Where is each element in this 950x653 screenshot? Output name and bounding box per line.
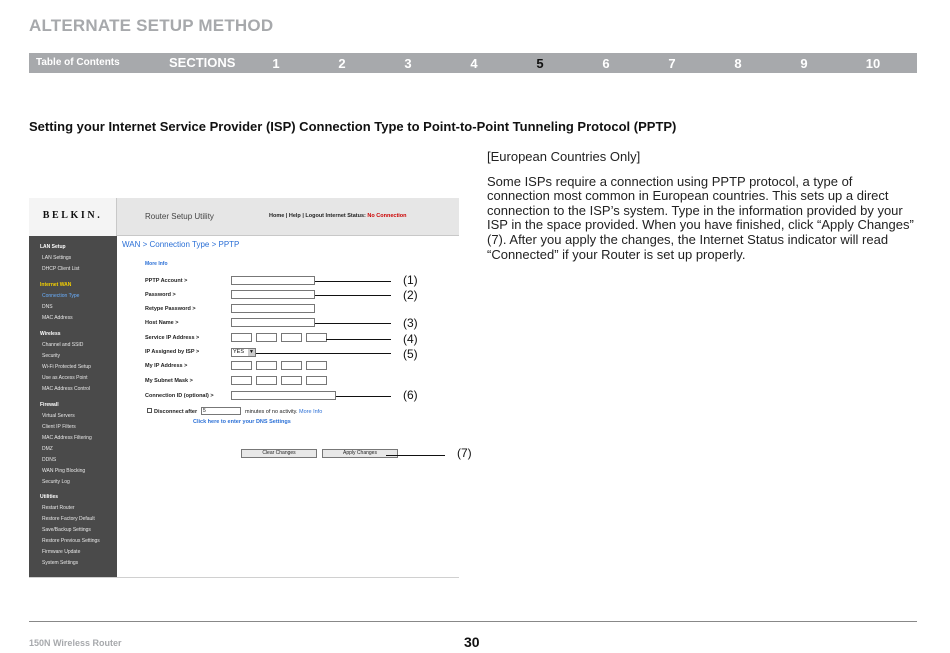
minutes-text <box>245 409 322 415</box>
sidebar-item-client-ip-filters[interactable]: Client IP Filters <box>42 424 76 430</box>
sidebar-item-restore-previous[interactable]: Restore Previous Settings <box>42 538 100 544</box>
callout-1: (1) <box>403 273 418 287</box>
connection-id-label: Connection ID (optional) > <box>145 393 214 399</box>
body-paragraph-region: [European Countries Only] <box>487 149 641 164</box>
page-number: 30 <box>464 634 480 650</box>
dns-settings-link[interactable]: Click here to enter your DNS Settings <box>193 419 291 425</box>
clear-changes-button[interactable]: Clear Changes <box>241 449 317 458</box>
subnet-mask-octet-2[interactable] <box>256 376 277 385</box>
callout-line-6 <box>336 396 391 397</box>
password-input[interactable] <box>231 290 315 299</box>
section-link-5-active[interactable]: 5 <box>536 56 544 71</box>
callout-line-3 <box>315 323 391 324</box>
password-label: Password > <box>145 292 176 298</box>
sidebar-item-mac-address[interactable]: MAC Address <box>42 315 73 321</box>
service-ip-label: Service IP Address > <box>145 335 200 341</box>
router-title: Router Setup Utility <box>145 212 214 221</box>
sidebar-item-virtual-servers[interactable]: Virtual Servers <box>42 413 75 419</box>
router-breadcrumb: WAN > Connection Type > PPTP <box>122 240 240 249</box>
body-text <box>487 150 917 272</box>
disconnect-checkbox[interactable] <box>147 408 152 413</box>
callout-line-5 <box>256 353 391 354</box>
ip-assigned-value: YES <box>233 349 245 355</box>
sidebar-head-firewall: Firewall <box>40 402 59 408</box>
chevron-down-icon[interactable]: ▼ <box>249 349 254 355</box>
sidebar-item-system-settings[interactable]: System Settings <box>42 560 79 566</box>
pptp-account-label: PPTP Account > <box>145 278 188 284</box>
connection-id-input[interactable] <box>231 391 336 400</box>
body-paragraph-description: Some ISPs require a connection using PPTP protocol, a type of connection most common in European countries. This sets up a direct connection to the ISP’s system. Type in the information provided by your ISP in the space provided. When you have finished, click “Apply Changes” (7). After you apply the changes, the Internet Status indicator will read “Connected” if your Router is set up properly. <box>487 173 914 262</box>
sidebar-head-internet-wan: Internet WAN <box>40 282 72 288</box>
pptp-account-input[interactable] <box>231 276 315 285</box>
section-link-9[interactable]: 9 <box>800 56 808 71</box>
router-header-bar <box>29 198 459 236</box>
callout-line-4 <box>326 339 391 340</box>
ip-assigned-select[interactable] <box>231 348 256 357</box>
subnet-mask-label: My Subnet Mask > <box>145 378 193 384</box>
retype-password-label: Retype Password > <box>145 306 196 312</box>
callout-7: (7) <box>457 446 472 460</box>
belkin-logo: BELKIN. <box>29 198 117 236</box>
sidebar-item-firmware-update[interactable]: Firmware Update <box>42 549 81 555</box>
host-name-label: Host Name > <box>145 320 179 326</box>
callout-3: (3) <box>403 316 418 330</box>
callout-6: (6) <box>403 388 418 402</box>
section-link-10[interactable]: 10 <box>865 56 881 71</box>
section-link-2[interactable]: 2 <box>338 56 346 71</box>
section-link-3[interactable]: 3 <box>404 56 412 71</box>
section-nav-bar <box>29 53 917 73</box>
apply-changes-button[interactable]: Apply Changes <box>322 449 398 458</box>
sidebar-head-wireless: Wireless <box>40 331 61 337</box>
table-of-contents-link[interactable]: Table of Contents <box>36 57 120 68</box>
callout-line-7 <box>386 455 445 456</box>
my-ip-octet-4[interactable] <box>306 361 327 370</box>
sidebar-item-restore-factory[interactable]: Restore Factory Default <box>42 516 95 522</box>
sidebar-item-security-log[interactable]: Security Log <box>42 479 70 485</box>
sidebar-item-security[interactable]: Security <box>42 353 61 359</box>
footer-product-name: 150N Wireless Router <box>29 638 122 648</box>
sidebar-item-access-point[interactable]: Use as Access Point <box>42 375 88 381</box>
sidebar-item-wan-ping[interactable]: WAN Ping Blocking <box>42 468 86 474</box>
subnet-mask-octet-3[interactable] <box>281 376 302 385</box>
sidebar-item-lan-settings[interactable]: LAN Settings <box>42 255 72 261</box>
sidebar-item-dhcp-client-list[interactable]: DHCP Client List <box>42 266 80 272</box>
sidebar-item-save-backup[interactable]: Save/Backup Settings <box>42 527 91 533</box>
section-link-1[interactable]: 1 <box>272 56 280 71</box>
disconnect-minutes-input[interactable]: 5 <box>201 407 241 415</box>
internet-status: No Connection <box>367 213 407 219</box>
subnet-mask-octet-1[interactable] <box>231 376 252 385</box>
service-ip-octet-4[interactable] <box>306 333 327 342</box>
router-ui-screenshot <box>29 198 459 578</box>
my-ip-octet-2[interactable] <box>256 361 277 370</box>
footer-divider <box>29 621 917 622</box>
retype-password-input[interactable] <box>231 304 315 313</box>
subnet-mask-octet-4[interactable] <box>306 376 327 385</box>
my-ip-octet-3[interactable] <box>281 361 302 370</box>
sidebar-item-channel-ssid[interactable]: Channel and SSID <box>42 342 84 348</box>
router-sidebar <box>29 236 117 577</box>
sidebar-item-mac-control[interactable]: MAC Address Control <box>42 386 91 392</box>
host-name-input[interactable] <box>231 318 315 327</box>
callout-5: (5) <box>403 347 418 361</box>
router-links-text[interactable]: Home | Help | Logout Internet Status: <box>269 213 368 219</box>
minutes-more-info-link[interactable]: More Info <box>299 409 323 415</box>
callout-2: (2) <box>403 288 418 302</box>
sidebar-item-ddns[interactable]: DDNS <box>42 457 57 463</box>
sections-label: SECTIONS <box>169 55 236 70</box>
service-ip-octet-3[interactable] <box>281 333 302 342</box>
sidebar-item-connection-type[interactable]: Connection Type <box>42 293 80 299</box>
minutes-label: minutes of no activity. <box>245 409 300 415</box>
more-info-link[interactable]: More Info <box>145 261 168 267</box>
section-link-7[interactable]: 7 <box>668 56 676 71</box>
sidebar-item-wps[interactable]: Wi-Fi Protected Setup <box>42 364 91 370</box>
sidebar-item-restart-router[interactable]: Restart Router <box>42 505 75 511</box>
my-ip-octet-1[interactable] <box>231 361 252 370</box>
sidebar-item-mac-filtering[interactable]: MAC Address Filtering <box>42 435 92 441</box>
disconnect-checkbox-row[interactable] <box>147 408 197 415</box>
callout-line-1 <box>315 281 391 282</box>
callout-4: (4) <box>403 332 418 346</box>
section-subheading: Setting your Internet Service Provider (ISP) Connection Type to Point-to-Point Tunneling Protocol (PPTP) <box>29 119 677 134</box>
router-top-links <box>269 213 407 219</box>
section-link-6[interactable]: 6 <box>602 56 610 71</box>
section-link-8[interactable]: 8 <box>734 56 742 71</box>
page-title: ALTERNATE SETUP METHOD <box>29 16 274 35</box>
sidebar-head-utilities: Utilities <box>40 494 59 500</box>
section-link-4[interactable]: 4 <box>470 56 478 71</box>
callout-line-2 <box>315 295 391 296</box>
sidebar-head-lan-setup: LAN Setup <box>40 244 66 250</box>
sidebar-item-dns[interactable]: DNS <box>42 304 53 310</box>
my-ip-label: My IP Address > <box>145 363 188 369</box>
service-ip-octet-1[interactable] <box>231 333 252 342</box>
sidebar-item-dmz[interactable]: DMZ <box>42 446 53 452</box>
service-ip-octet-2[interactable] <box>256 333 277 342</box>
disconnect-label: Disconnect after <box>154 409 198 415</box>
ip-assigned-label: IP Assigned by ISP > <box>145 349 200 355</box>
